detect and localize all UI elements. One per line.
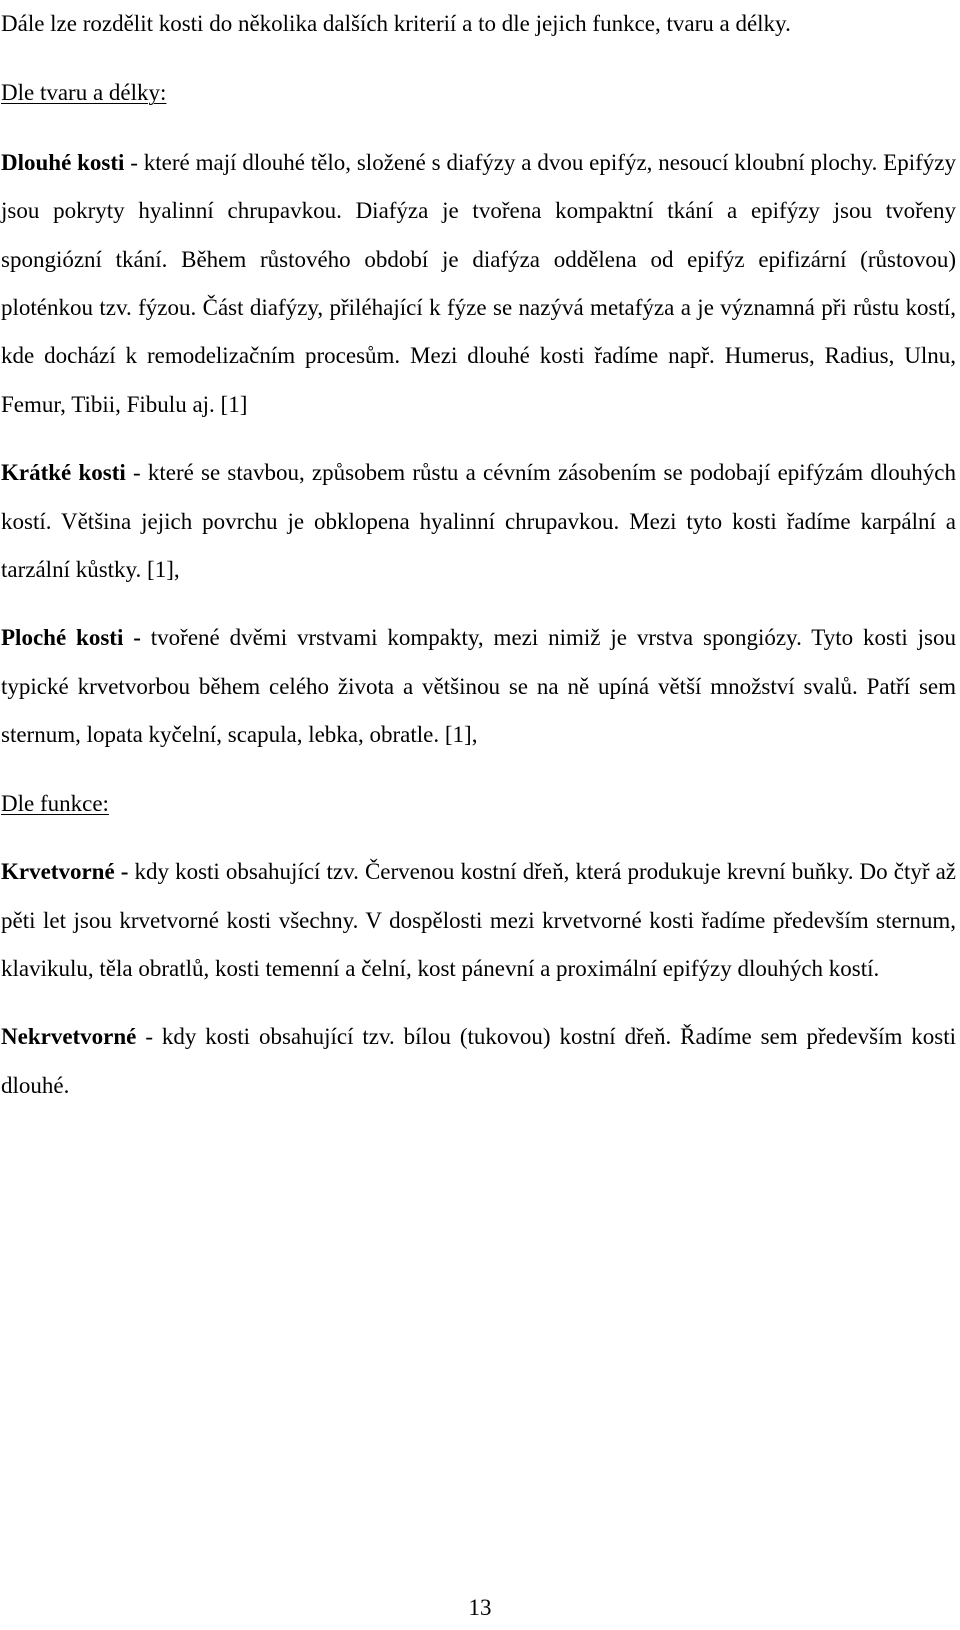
paragraph-hematopoietic: [1, 848, 956, 993]
text-short-bones: - které se stavbou, způsobem růstu a cévním zásobením se podobají epifýzám dlouhých kostí. Většina jejich povrchu je obklopena hyalinní chrupavkou. Mezi tyto kosti řadíme karpální a tarzální kůstky. [1],: [1, 460, 956, 583]
paragraph-long-bones: [1, 139, 956, 429]
term-short-bones: Krátké kosti: [1, 460, 126, 486]
section-heading-function-text: Dle funkce:: [1, 790, 109, 816]
paragraph-short-bones: [1, 449, 956, 594]
section-heading-shape: [1, 69, 956, 117]
term-non-hematopoietic: Nekrvetvorné: [1, 1024, 137, 1050]
paragraph-flat-bones: [1, 614, 956, 759]
page-number: 13: [468, 1595, 492, 1620]
term-flat-bones: Ploché kosti -: [1, 625, 141, 651]
text-flat-bones: tvořené dvěmi vrstvami kompakty, mezi nimiž je vrstva spongiózy. Tyto kosti jsou typické krvetvorbou během celého života a většinou se na ně upíná větší množství svalů. Patří sem sternum, lopata kyčelní, scapula, lebka, obratle. [1],: [1, 625, 956, 748]
intro-paragraph: Dále lze rozdělit kosti do několika dalších kriterií a to dle jejich funkce, tvaru a délky.: [1, 11, 791, 36]
section-heading-function: [1, 780, 956, 828]
document-body: [1, 0, 956, 1110]
text-non-hematopoietic: - kdy kosti obsahující tzv. bílou (tukovou) kostní dřeň. Řadíme sem především kosti dlouhé.: [1, 1024, 956, 1098]
text-long-bones: - které mají dlouhé tělo, složené s diafýzy a dvou epifýz, nesoucí kloubní plochy. Epifýzy jsou pokryty hyalinní chrupavkou. Diafýza je tvořena kompaktní tkání a epifýzy jsou tvořeny spongiózní tkání. Během růstového období je diafýza oddělena od epifýz epifizární (růstovou) ploténkou tzv. fýzou. Část diafýzy, přiléhající k fýze se nazývá metafýza a je významná při růstu kostí, kde dochází k remodelizačním procesům. Mezi dlouhé kosti řadíme např. Humerus, Radius, Ulnu, Femur, Tibii, Fibulu aj. [1]: [1, 149, 956, 417]
section-heading-shape-text: Dle tvaru a délky:: [1, 80, 167, 106]
term-hematopoietic: Krvetvorné -: [1, 859, 129, 885]
text-hematopoietic: kdy kosti obsahující tzv. Červenou kostní dřeň, která produkuje krevní buňky. Do čtyř až pěti let jsou krvetvorné kosti všechny. V dospělosti mezi krvetvorné kosti řadíme především sternum, klavikulu, těla obratlů, kosti temenní a čelní, kost pánevní a proximální epifýzy dlouhých kostí.: [1, 859, 956, 981]
term-long-bones: Dlouhé kosti: [1, 149, 125, 175]
paragraph-non-hematopoietic: [1, 1013, 956, 1110]
